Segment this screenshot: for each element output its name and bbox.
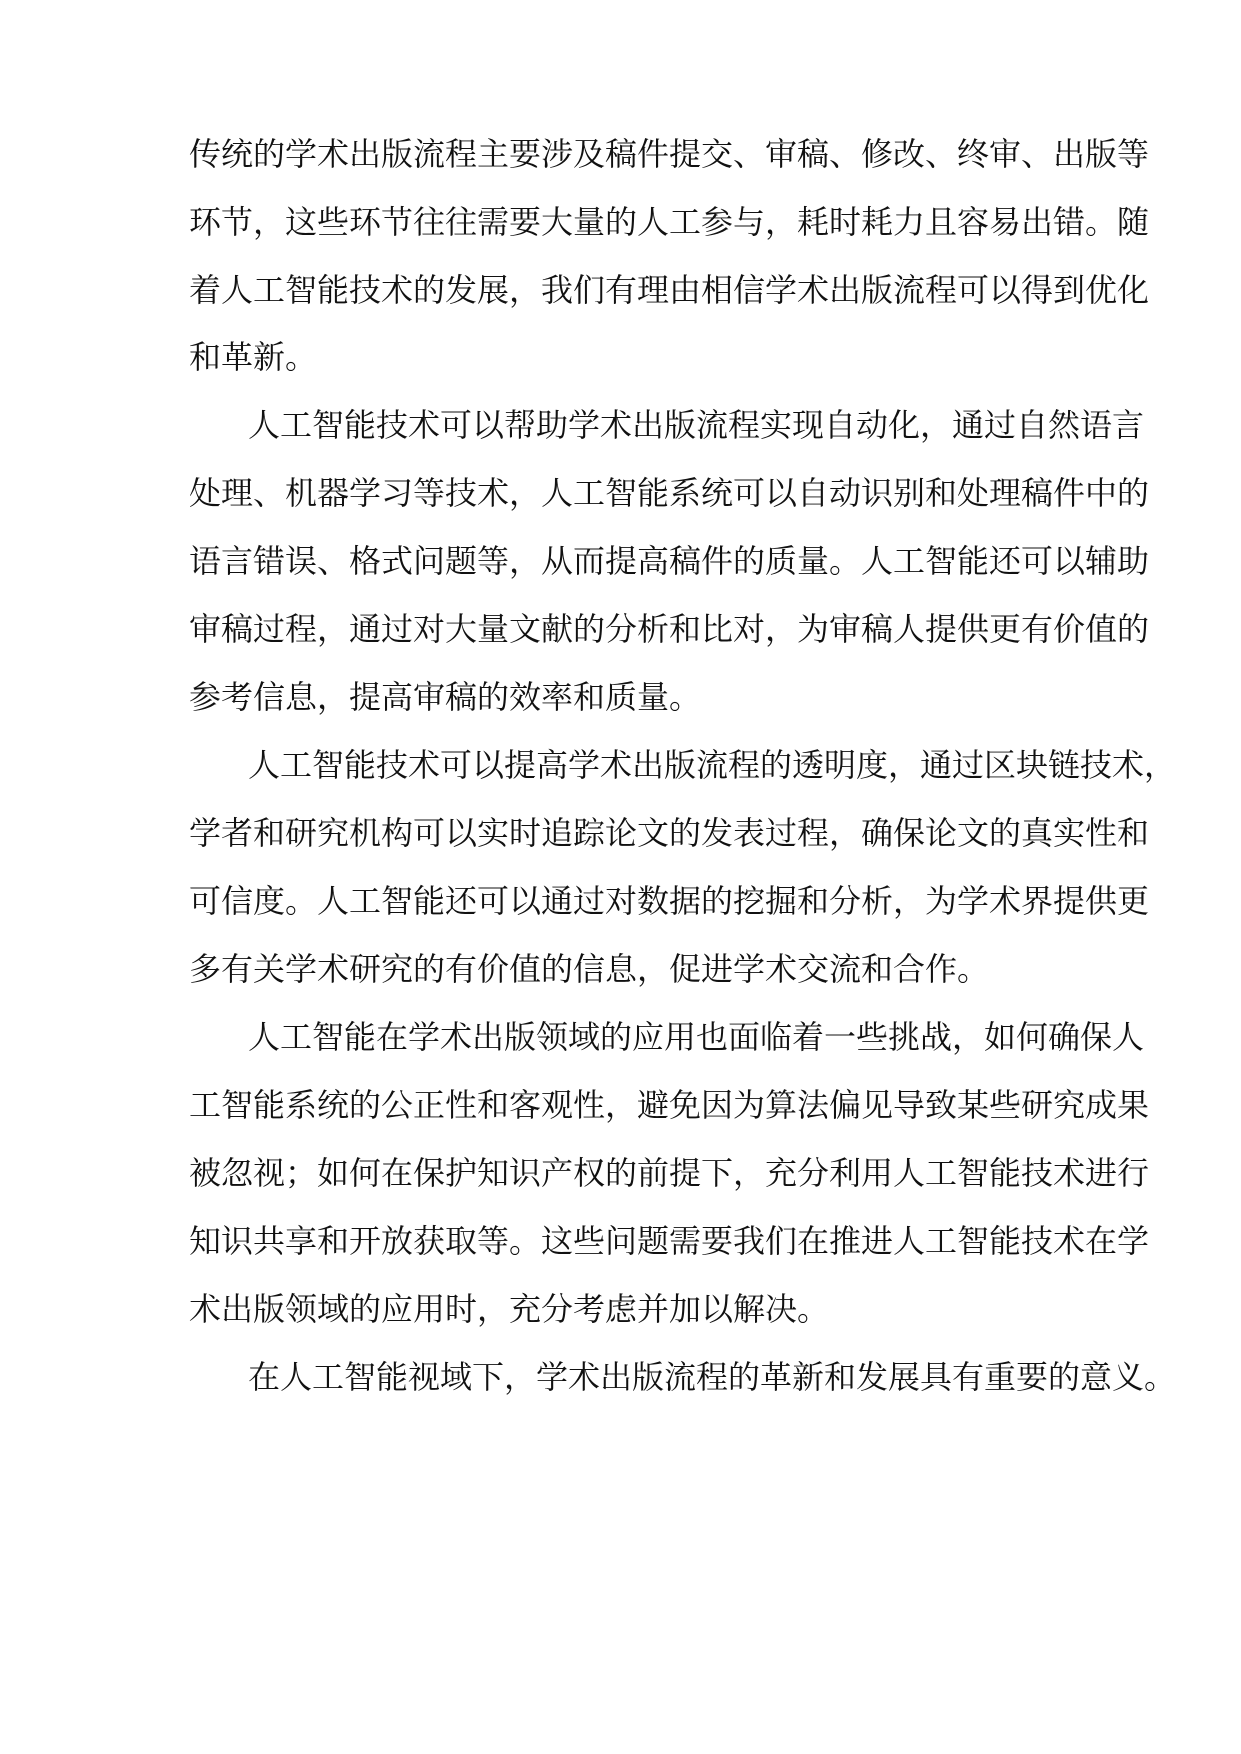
paragraph-2-line-2: 处理、机器学习等技术，人工智能系统可以自动识别和处理稿件中的 (189, 474, 1150, 512)
paragraph-3-line-2: 学者和研究机构可以实时追踪论文的发表过程，确保论文的真实性和 (189, 814, 1150, 852)
paragraph-4-line-3: 被忽视；如何在保护知识产权的前提下，充分利用人工智能技术进行 (189, 1154, 1150, 1192)
paragraph-1-line-2: 环节，这些环节往往需要大量的人工参与，耗时耗力且容易出错。随 (189, 203, 1150, 241)
paragraph-4-line-5: 术出版领域的应用时，充分考虑并加以解决。 (189, 1290, 830, 1328)
paragraph-4-line-2: 工智能系统的公正性和客观性，避免因为算法偏见导致某些研究成果 (189, 1086, 1150, 1124)
paragraph-3-line-3: 可信度。人工智能还可以通过对数据的挖掘和分析，为学术界提供更 (189, 882, 1150, 920)
paragraph-4-line-1: 人工智能在学术出版领域的应用也面临着一些挑战，如何确保人 (248, 1018, 1145, 1056)
paragraph-1-line-1: 传统的学术出版流程主要涉及稿件提交、审稿、修改、终审、出版等 (189, 135, 1150, 173)
paragraph-2-line-1: 人工智能技术可以帮助学术出版流程实现自动化，通过自然语言 (248, 406, 1145, 444)
paragraph-2-line-3: 语言错误、格式问题等，从而提高稿件的质量。人工智能还可以辅助 (189, 542, 1150, 580)
paragraph-2-line-4: 审稿过程，通过对大量文献的分析和比对，为审稿人提供更有价值的 (189, 610, 1150, 648)
paragraph-1-line-4: 和革新。 (189, 338, 318, 376)
paragraph-1-line-3: 着人工智能技术的发展，我们有理由相信学术出版流程可以得到优化 (189, 271, 1150, 309)
paragraph-4-line-4: 知识共享和开放获取等。这些问题需要我们在推进人工智能技术在学 (189, 1222, 1150, 1260)
paragraph-3-line-1: 人工智能技术可以提高学术出版流程的透明度，通过区块链技术， (248, 746, 1177, 784)
paragraph-5-line-1: 在人工智能视域下，学术出版流程的革新和发展具有重要的意义。 (248, 1358, 1177, 1396)
paragraph-2-line-5: 参考信息，提高审稿的效率和质量。 (189, 678, 702, 716)
paragraph-3-line-4: 多有关学术研究的有价值的信息，促进学术交流和合作。 (189, 950, 990, 988)
